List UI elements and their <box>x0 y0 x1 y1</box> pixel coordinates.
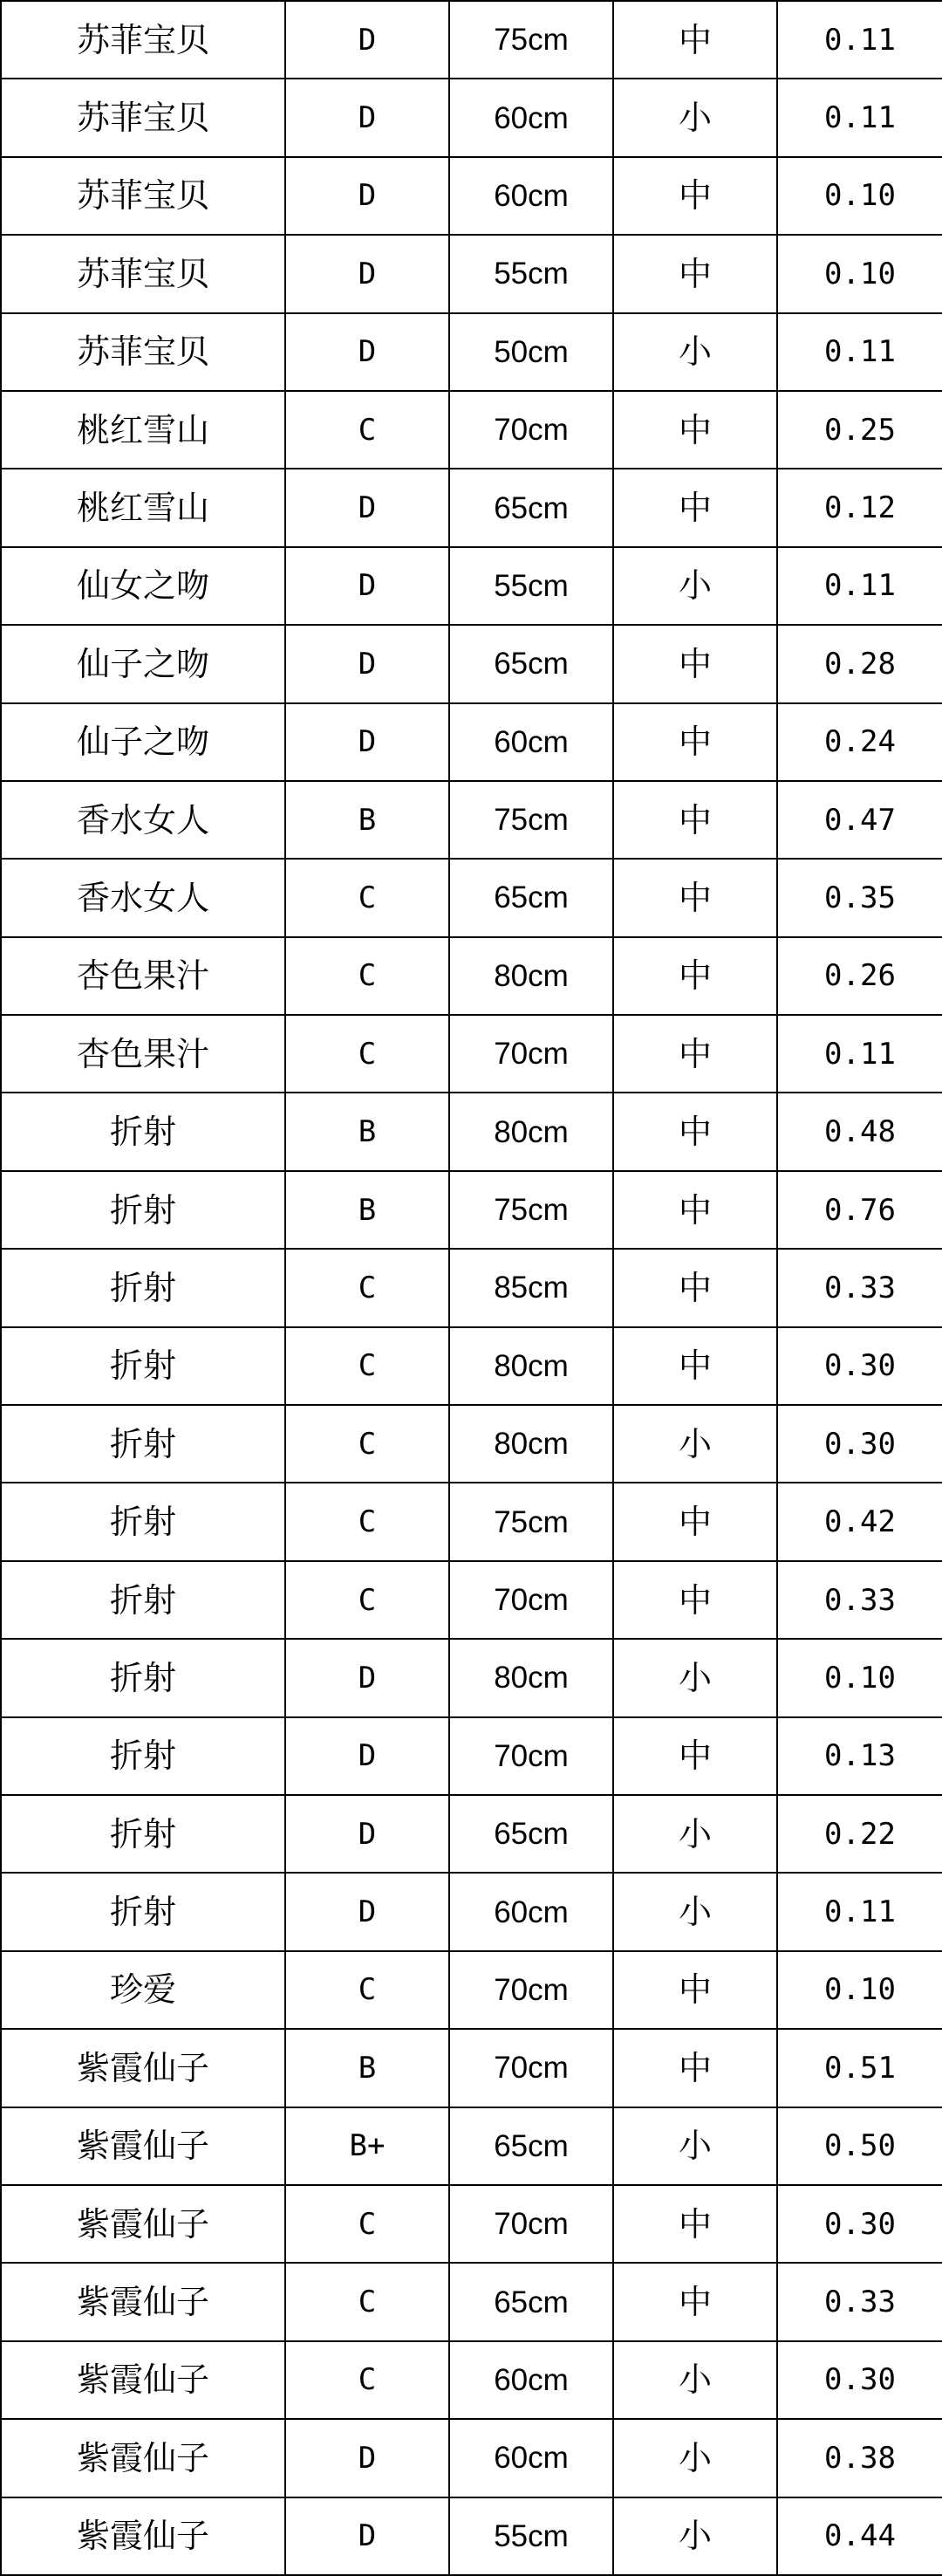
grade-cell: D <box>285 157 449 235</box>
grade-cell: D <box>285 1639 449 1716</box>
variety-cell: 紫霞仙子 <box>1 2185 285 2263</box>
bloom-size-cell: 小 <box>613 313 777 391</box>
table-row <box>1 625 942 702</box>
table-row <box>1 1561 942 1639</box>
stem-length-cell: 70cm <box>449 1951 613 2029</box>
grade-cell: D <box>285 313 449 391</box>
variety-cell: 苏菲宝贝 <box>1 157 285 235</box>
bloom-size-cell: 小 <box>613 2419 777 2497</box>
stem-length-cell: 80cm <box>449 1327 613 1405</box>
price-cell: 0.11 <box>777 1 942 79</box>
bloom-size-cell: 中 <box>613 859 777 936</box>
variety-cell: 紫霞仙子 <box>1 2029 285 2107</box>
price-cell: 0.33 <box>777 2263 942 2340</box>
bloom-size-cell: 小 <box>613 2107 777 2185</box>
bloom-size-cell: 中 <box>613 1093 777 1170</box>
stem-length-cell: 80cm <box>449 1405 613 1483</box>
grade-cell: B <box>285 1171 449 1249</box>
price-cell: 0.28 <box>777 625 942 702</box>
variety-cell: 仙子之吻 <box>1 625 285 702</box>
table-body <box>1 1 942 2575</box>
stem-length-cell: 65cm <box>449 859 613 936</box>
price-cell: 0.50 <box>777 2107 942 2185</box>
stem-length-cell: 75cm <box>449 1171 613 1249</box>
table-row <box>1 2029 942 2107</box>
stem-length-cell: 65cm <box>449 625 613 702</box>
grade-cell: B <box>285 781 449 859</box>
bloom-size-cell: 中 <box>613 1717 777 1795</box>
bloom-size-cell: 中 <box>613 1327 777 1405</box>
variety-cell: 苏菲宝贝 <box>1 79 285 156</box>
grade-cell: C <box>285 1405 449 1483</box>
grade-cell: B <box>285 2029 449 2107</box>
price-cell: 0.30 <box>777 1405 942 1483</box>
grade-cell: D <box>285 79 449 156</box>
variety-cell: 杏色果汁 <box>1 937 285 1015</box>
bloom-size-cell: 中 <box>613 937 777 1015</box>
variety-cell: 桃红雪山 <box>1 469 285 546</box>
price-cell: 0.30 <box>777 2341 942 2419</box>
stem-length-cell: 60cm <box>449 1873 613 1950</box>
variety-cell: 折射 <box>1 1483 285 1560</box>
variety-cell: 紫霞仙子 <box>1 2107 285 2185</box>
variety-cell: 紫霞仙子 <box>1 2497 285 2575</box>
price-cell: 0.35 <box>777 859 942 936</box>
table-row <box>1 859 942 936</box>
price-cell: 0.44 <box>777 2497 942 2575</box>
stem-length-cell: 70cm <box>449 1561 613 1639</box>
bloom-size-cell: 中 <box>613 703 777 781</box>
stem-length-cell: 75cm <box>449 781 613 859</box>
stem-length-cell: 65cm <box>449 2263 613 2340</box>
stem-length-cell: 55cm <box>449 547 613 625</box>
stem-length-cell: 60cm <box>449 2341 613 2419</box>
price-cell: 0.11 <box>777 1873 942 1950</box>
bloom-size-cell: 中 <box>613 235 777 312</box>
price-cell: 0.12 <box>777 469 942 546</box>
table-row <box>1 1 942 79</box>
bloom-size-cell: 小 <box>613 2497 777 2575</box>
stem-length-cell: 65cm <box>449 2107 613 2185</box>
stem-length-cell: 70cm <box>449 1015 613 1093</box>
variety-cell: 仙女之吻 <box>1 547 285 625</box>
table-row <box>1 391 942 469</box>
table-row <box>1 703 942 781</box>
price-cell: 0.10 <box>777 157 942 235</box>
price-cell: 0.48 <box>777 1093 942 1170</box>
stem-length-cell: 75cm <box>449 1483 613 1560</box>
price-cell: 0.25 <box>777 391 942 469</box>
table-row <box>1 547 942 625</box>
variety-cell: 苏菲宝贝 <box>1 1 285 79</box>
grade-cell: D <box>285 2497 449 2575</box>
bloom-size-cell: 中 <box>613 1 777 79</box>
bloom-size-cell: 小 <box>613 2341 777 2419</box>
table-row <box>1 2497 942 2575</box>
grade-cell: D <box>285 547 449 625</box>
grade-cell: C <box>285 1327 449 1405</box>
bloom-size-cell: 中 <box>613 781 777 859</box>
variety-cell: 桃红雪山 <box>1 391 285 469</box>
grade-cell: B+ <box>285 2107 449 2185</box>
price-cell: 0.11 <box>777 547 942 625</box>
variety-cell: 折射 <box>1 1561 285 1639</box>
table-row <box>1 469 942 546</box>
table-row <box>1 1639 942 1716</box>
price-cell: 0.11 <box>777 313 942 391</box>
variety-cell: 折射 <box>1 1405 285 1483</box>
bloom-size-cell: 中 <box>613 1561 777 1639</box>
bloom-size-cell: 中 <box>613 1483 777 1560</box>
price-cell: 0.33 <box>777 1249 942 1326</box>
stem-length-cell: 60cm <box>449 79 613 156</box>
bloom-size-cell: 小 <box>613 79 777 156</box>
variety-cell: 珍爱 <box>1 1951 285 2029</box>
table-row <box>1 1249 942 1326</box>
grade-cell: C <box>285 2341 449 2419</box>
grade-cell: C <box>285 1951 449 2029</box>
bloom-size-cell: 中 <box>613 1015 777 1093</box>
grade-cell: D <box>285 1 449 79</box>
stem-length-cell: 50cm <box>449 313 613 391</box>
table-row <box>1 1171 942 1249</box>
stem-length-cell: 55cm <box>449 235 613 312</box>
stem-length-cell: 65cm <box>449 469 613 546</box>
table-row <box>1 2419 942 2497</box>
grade-cell: B <box>285 1093 449 1170</box>
grade-cell: D <box>285 2419 449 2497</box>
table-row <box>1 1015 942 1093</box>
variety-cell: 紫霞仙子 <box>1 2419 285 2497</box>
table-row <box>1 235 942 312</box>
price-cell: 0.24 <box>777 703 942 781</box>
grade-cell: D <box>285 235 449 312</box>
variety-cell: 折射 <box>1 1639 285 1716</box>
grade-cell: C <box>285 1015 449 1093</box>
variety-cell: 苏菲宝贝 <box>1 313 285 391</box>
bloom-size-cell: 中 <box>613 1249 777 1326</box>
stem-length-cell: 55cm <box>449 2497 613 2575</box>
price-cell: 0.13 <box>777 1717 942 1795</box>
stem-length-cell: 80cm <box>449 1093 613 1170</box>
bloom-size-cell: 中 <box>613 625 777 702</box>
bloom-size-cell: 中 <box>613 2029 777 2107</box>
price-cell: 0.10 <box>777 235 942 312</box>
price-cell: 0.26 <box>777 937 942 1015</box>
table-row <box>1 937 942 1015</box>
grade-cell: C <box>285 1561 449 1639</box>
variety-cell: 折射 <box>1 1171 285 1249</box>
price-cell: 0.38 <box>777 2419 942 2497</box>
bloom-size-cell: 小 <box>613 1639 777 1716</box>
table-row <box>1 1795 942 1873</box>
bloom-size-cell: 小 <box>613 1873 777 1950</box>
price-cell: 0.11 <box>777 79 942 156</box>
variety-cell: 折射 <box>1 1327 285 1405</box>
table-row <box>1 1873 942 1950</box>
bloom-size-cell: 小 <box>613 1795 777 1873</box>
table-row <box>1 1951 942 2029</box>
variety-cell: 折射 <box>1 1795 285 1873</box>
grade-cell: D <box>285 625 449 702</box>
table-row <box>1 2263 942 2340</box>
table-row <box>1 1093 942 1170</box>
price-cell: 0.47 <box>777 781 942 859</box>
grade-cell: D <box>285 1873 449 1950</box>
grade-cell: C <box>285 1483 449 1560</box>
stem-length-cell: 70cm <box>449 2185 613 2263</box>
stem-length-cell: 60cm <box>449 157 613 235</box>
price-cell: 0.30 <box>777 2185 942 2263</box>
grade-cell: C <box>285 937 449 1015</box>
grade-cell: C <box>285 2185 449 2263</box>
price-cell: 0.10 <box>777 1639 942 1716</box>
variety-cell: 香水女人 <box>1 859 285 936</box>
table-row <box>1 2185 942 2263</box>
stem-length-cell: 85cm <box>449 1249 613 1326</box>
table-row <box>1 313 942 391</box>
variety-cell: 仙子之吻 <box>1 703 285 781</box>
variety-cell: 紫霞仙子 <box>1 2263 285 2340</box>
stem-length-cell: 80cm <box>449 1639 613 1716</box>
bloom-size-cell: 中 <box>613 2263 777 2340</box>
bloom-size-cell: 中 <box>613 1951 777 2029</box>
table-row <box>1 2341 942 2419</box>
variety-cell: 香水女人 <box>1 781 285 859</box>
table-row <box>1 781 942 859</box>
table-row <box>1 2107 942 2185</box>
bloom-size-cell: 中 <box>613 469 777 546</box>
variety-cell: 折射 <box>1 1717 285 1795</box>
table-row <box>1 1483 942 1560</box>
grade-cell: D <box>285 1795 449 1873</box>
bloom-size-cell: 小 <box>613 1405 777 1483</box>
bloom-size-cell: 中 <box>613 2185 777 2263</box>
grade-cell: C <box>285 859 449 936</box>
stem-length-cell: 70cm <box>449 391 613 469</box>
variety-cell: 折射 <box>1 1249 285 1326</box>
stem-length-cell: 60cm <box>449 2419 613 2497</box>
stem-length-cell: 75cm <box>449 1 613 79</box>
variety-cell: 折射 <box>1 1873 285 1950</box>
variety-cell: 苏菲宝贝 <box>1 235 285 312</box>
variety-cell: 折射 <box>1 1093 285 1170</box>
price-cell: 0.22 <box>777 1795 942 1873</box>
bloom-size-cell: 中 <box>613 1171 777 1249</box>
table-row <box>1 1327 942 1405</box>
grade-cell: C <box>285 391 449 469</box>
price-cell: 0.76 <box>777 1171 942 1249</box>
stem-length-cell: 80cm <box>449 937 613 1015</box>
grade-cell: D <box>285 469 449 546</box>
variety-cell: 紫霞仙子 <box>1 2341 285 2419</box>
stem-length-cell: 70cm <box>449 1717 613 1795</box>
variety-cell: 杏色果汁 <box>1 1015 285 1093</box>
price-cell: 0.51 <box>777 2029 942 2107</box>
table-row <box>1 79 942 156</box>
price-cell: 0.11 <box>777 1015 942 1093</box>
grade-cell: D <box>285 703 449 781</box>
table-row <box>1 1717 942 1795</box>
table-row <box>1 157 942 235</box>
stem-length-cell: 65cm <box>449 1795 613 1873</box>
grade-cell: C <box>285 2263 449 2340</box>
price-cell: 0.42 <box>777 1483 942 1560</box>
grade-cell: C <box>285 1249 449 1326</box>
price-cell: 0.10 <box>777 1951 942 2029</box>
bloom-size-cell: 中 <box>613 391 777 469</box>
grade-cell: D <box>285 1717 449 1795</box>
stem-length-cell: 60cm <box>449 703 613 781</box>
bloom-size-cell: 中 <box>613 157 777 235</box>
bloom-size-cell: 小 <box>613 547 777 625</box>
table-row <box>1 1405 942 1483</box>
price-cell: 0.33 <box>777 1561 942 1639</box>
price-cell: 0.30 <box>777 1327 942 1405</box>
stem-length-cell: 70cm <box>449 2029 613 2107</box>
